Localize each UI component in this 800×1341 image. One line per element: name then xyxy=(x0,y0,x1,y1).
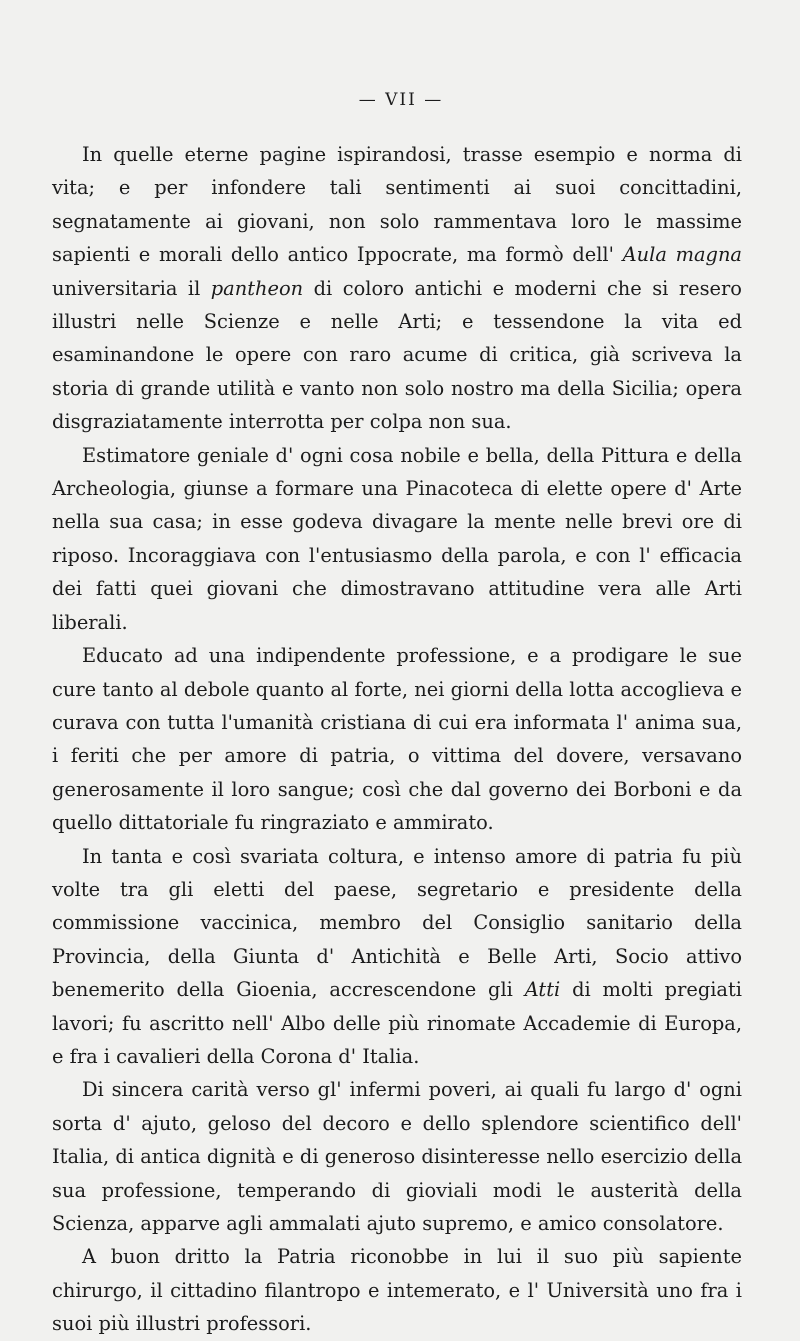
paragraph xyxy=(52,639,742,839)
paragraph xyxy=(52,1240,742,1340)
paragraph xyxy=(52,138,742,439)
text-run: A buon dritto la Patria riconobbe in lui il suo più sapiente chirurgo, il cittadino filantropo e intemerato, e l' Università uno fra i suoi più illustri professori. xyxy=(52,1245,742,1336)
text-run: Educato ad una indipendente professione, e a prodigare le sue cure tanto al debole quanto al forte, nei giorni della lotta accoglieva e curava con tutta l'umanità cristiana di cui era informata l' anima sua, i feriti che per amore di patria, o vittima del dovere, versavano generosamente il loro sangue; così che dal governo dei Borboni e da quello dittatoriale fu ringraziato e ammirato. xyxy=(52,644,742,835)
italic-text-run: Atti xyxy=(524,978,561,1002)
italic-text-run: Aula magna xyxy=(622,243,742,267)
text-run: Di sincera carità verso gl' infermi poveri, ai quali fu largo d' ogni sorta d' ajuto, geloso del decoro e dello splendore scientifico dell' Italia, di antica dignità e di generoso disinteresse nello esercizio della sua professione, temperando di gioviali modi le austerità della Scienza, apparve agli ammalati ajuto supremo, e amico consolatore. xyxy=(52,1078,742,1235)
paragraph xyxy=(52,439,742,639)
text-run: In tanta e così svariata coltura, e intenso amore di patria fu più volte tra gli eletti del paese, segretario e presidente della commissione vaccinica, membro del Consiglio sanitario della Provincia, della Giunta d' Antichità e Belle Arti, Socio attivo benemerito della Gioenia, accrescendone gli xyxy=(52,844,742,1002)
text-run: universitaria il xyxy=(52,276,211,300)
text-run: di molti pregiati lavori; fu ascritto nell' Albo delle più rinomate Accademie di Europa, e fra i cavalieri della Corona d' Italia. xyxy=(52,978,742,1068)
body-text xyxy=(52,138,742,1341)
italic-text-run: pantheon xyxy=(210,276,304,300)
page-number-header: — VII — xyxy=(358,90,444,110)
text-run: di coloro antichi e moderni che si resero illustri nelle Scienze e nelle Arti; e tessendone la vita ed esaminandone le opere con raro acume di critica, già scriveva la storia di grande utilità e vanto non solo nostro ma della Sicilia; opera disgraziatamente interrotta per colpa non sua. xyxy=(52,276,742,434)
text-run: Estimatore geniale d' ogni cosa nobile e bella, della Pittura e della Archeologia, giunse a formare una Pinacoteca di elette opere d' Arte nella sua casa; in esse godeva divagare la mente nelle brevi ore di riposo. Incoraggiava con l'entusiasmo della parola, e con l' efficacia dei fatti quei giovani che dimostravano attitudine vera alle Arti liberali. xyxy=(52,443,742,634)
paragraph xyxy=(52,840,742,1074)
paragraph xyxy=(52,1073,742,1240)
text-run: In quelle eterne pagine ispirandosi, trasse esempio e norma di vita; e per infondere tali sentimenti ai suoi concittadini, segnatamente ai giovani, non solo rammentava loro le massime sapienti e morali dello antico Ippocrate, ma formò dell' xyxy=(52,143,742,267)
